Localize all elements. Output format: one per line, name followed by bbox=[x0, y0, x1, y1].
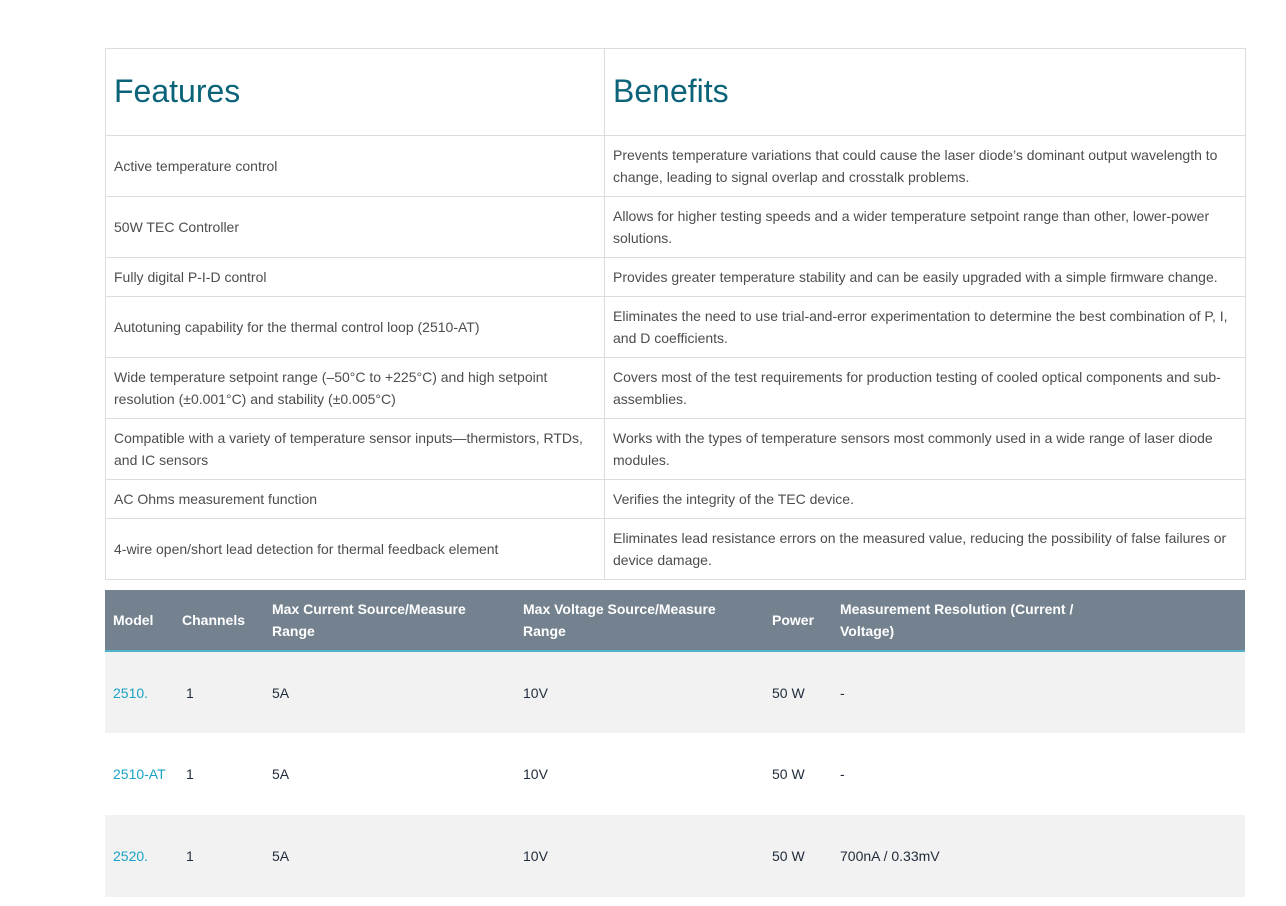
current-cell: 5A bbox=[264, 815, 515, 897]
models-header-row bbox=[105, 590, 1245, 651]
power-cell: 50 W bbox=[764, 733, 832, 815]
voltage-cell: 10V bbox=[515, 815, 764, 897]
features-heading: Features bbox=[106, 49, 605, 136]
models-table bbox=[105, 590, 1245, 897]
table-row bbox=[105, 815, 1245, 897]
features-benefits-table bbox=[105, 48, 1246, 580]
table-row bbox=[106, 480, 1246, 519]
model-link[interactable]: 2510. bbox=[113, 684, 149, 701]
current-cell: 5A bbox=[264, 651, 515, 733]
resolution-cell: - bbox=[832, 651, 1245, 733]
channels-cell: 1 bbox=[174, 815, 264, 897]
feature-cell: AC Ohms measurement function bbox=[106, 480, 605, 519]
model-link[interactable]: 2520. bbox=[113, 848, 149, 864]
table-row bbox=[105, 651, 1245, 733]
benefit-cell: Prevents temperature variations that could cause the laser diode’s dominant output wavelength to change, leading to signal overlap and crosstalk problems. bbox=[605, 136, 1246, 197]
benefit-cell: Eliminates lead resistance errors on the measured value, reducing the possibility of false failures or device damage. bbox=[605, 519, 1246, 580]
feature-cell: 4-wire open/short lead detection for thermal feedback element bbox=[106, 519, 605, 580]
col-header-max-current[interactable]: Max Current Source/Measure Range bbox=[264, 590, 515, 651]
feature-cell: 50W TEC Controller bbox=[106, 197, 605, 258]
feature-cell: Compatible with a variety of temperature sensor inputs—thermistors, RTDs, and IC sensors bbox=[106, 419, 605, 480]
voltage-cell: 10V bbox=[515, 733, 764, 815]
voltage-cell: 10V bbox=[515, 651, 764, 733]
current-cell: 5A bbox=[264, 733, 515, 815]
feature-cell: Autotuning capability for the thermal control loop (2510-AT) bbox=[106, 297, 605, 358]
power-cell: 50 W bbox=[764, 651, 832, 733]
feature-cell: Fully digital P-I-D control bbox=[106, 258, 605, 297]
feature-cell: Active temperature control bbox=[106, 136, 605, 197]
channels-cell: 1 bbox=[174, 733, 264, 815]
model-link[interactable]: 2510-AT bbox=[113, 766, 166, 782]
table-row bbox=[105, 733, 1245, 815]
col-header-power[interactable]: Power bbox=[764, 590, 832, 651]
table-row bbox=[106, 519, 1246, 580]
resolution-cell: 700nA / 0.33mV bbox=[832, 815, 1245, 897]
power-cell: 50 W bbox=[764, 815, 832, 897]
table-row bbox=[106, 419, 1246, 480]
benefit-cell: Provides greater temperature stability and can be easily upgraded with a simple firmware change. bbox=[605, 258, 1246, 297]
table-row bbox=[106, 136, 1246, 197]
resolution-cell: - bbox=[832, 733, 1245, 815]
table-row bbox=[106, 197, 1246, 258]
benefit-cell: Allows for higher testing speeds and a wider temperature setpoint range than other, lower-power solutions. bbox=[605, 197, 1246, 258]
features-header-row bbox=[106, 49, 1246, 136]
benefit-cell: Eliminates the need to use trial-and-error experimentation to determine the best combination of P, I, and D coefficients. bbox=[605, 297, 1246, 358]
model-cell bbox=[105, 651, 174, 733]
col-header-channels[interactable]: Channels bbox=[174, 590, 264, 651]
benefits-heading: Benefits bbox=[605, 49, 1246, 136]
model-cell bbox=[105, 815, 174, 897]
benefit-cell: Works with the types of temperature sensors most commonly used in a wide range of laser diode modules. bbox=[605, 419, 1246, 480]
model-cell bbox=[105, 733, 174, 815]
table-row bbox=[106, 258, 1246, 297]
channels-cell: 1 bbox=[174, 651, 264, 733]
table-row bbox=[106, 297, 1246, 358]
col-header-resolution[interactable]: Measurement Resolution (Current / Voltage) bbox=[832, 590, 1245, 651]
table-row bbox=[106, 358, 1246, 419]
feature-cell: Wide temperature setpoint range (–50°C to +225°C) and high setpoint resolution (±0.001°C) and stability (±0.005°C) bbox=[106, 358, 605, 419]
col-header-model[interactable]: Model bbox=[105, 590, 174, 651]
col-header-max-voltage[interactable]: Max Voltage Source/Measure Range bbox=[515, 590, 764, 651]
benefit-cell: Covers most of the test requirements for production testing of cooled optical components and sub-assemblies. bbox=[605, 358, 1246, 419]
benefit-cell: Verifies the integrity of the TEC device. bbox=[605, 480, 1246, 519]
